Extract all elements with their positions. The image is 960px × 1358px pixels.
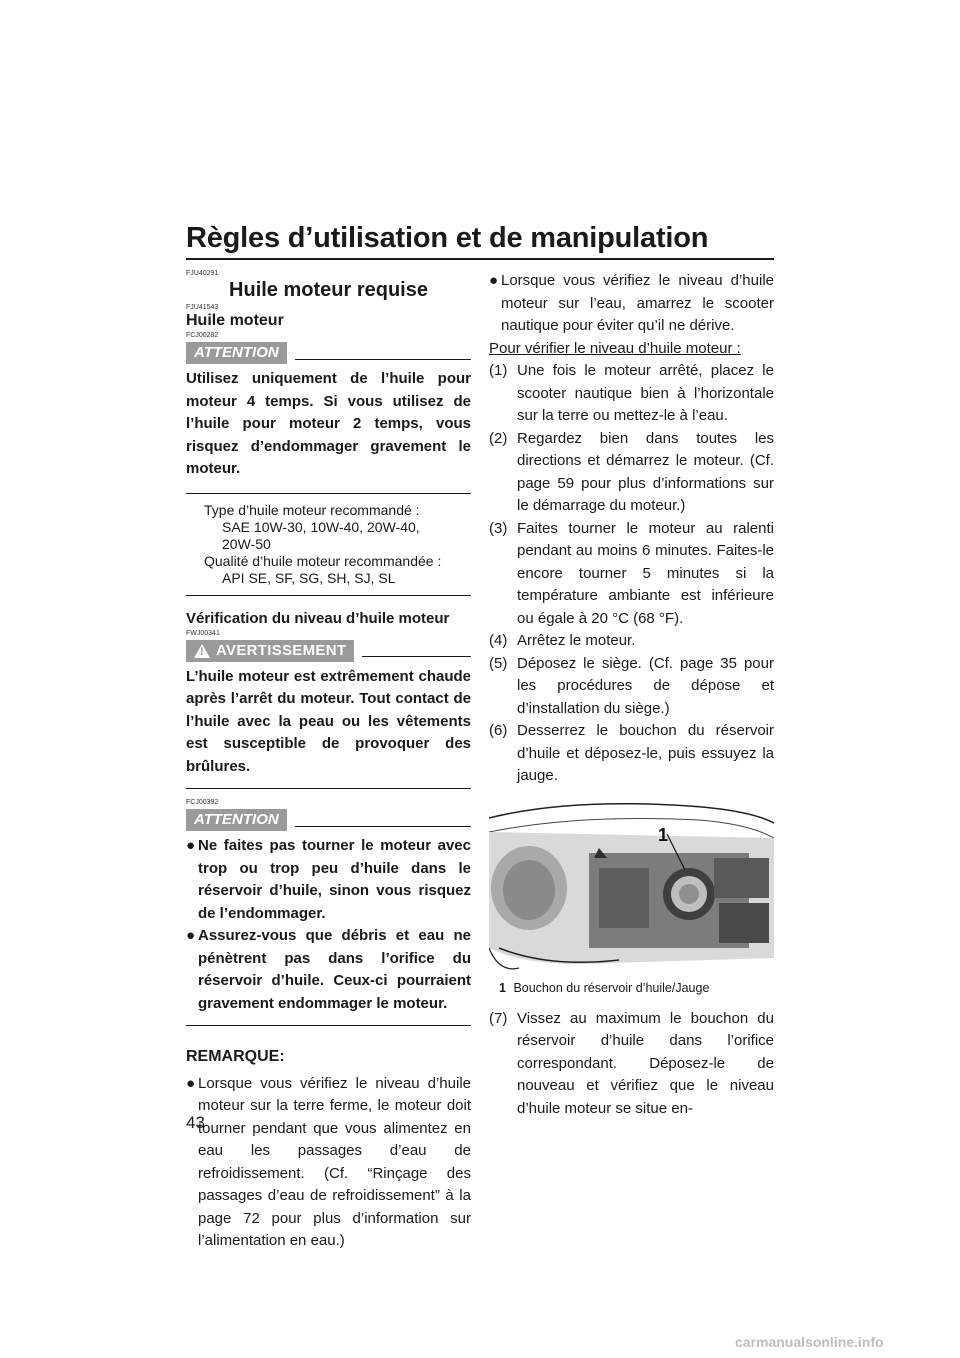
warning-end-rule: [186, 788, 471, 789]
engine-bay-illustration: [489, 798, 774, 978]
list-item: ● Lorsque vous vérifiez le niveau d’huile moteur sur l’eau, amarrez le scooter nautique pour éviter qu’il ne dérive.: [489, 270, 774, 338]
attention-end-rule-2: [186, 1025, 471, 1026]
oil-type-value: SAE 10W-30, 10W-40, 20W-40,: [222, 518, 420, 535]
attention-list: [186, 835, 471, 1015]
bullet-icon: ●: [186, 927, 196, 944]
warning-label-box: [186, 640, 354, 662]
right-column: [489, 270, 774, 1120]
procedure-step: (4) Arrêtez le moteur.: [489, 632, 636, 649]
reference-code: FCJ00392: [186, 799, 219, 806]
left-column: [186, 270, 471, 1253]
attention-rule: [295, 359, 471, 360]
procedure-step: (7) Vissez au maximum le bouchon du réservoir d’huile dans l’orifice correspondant. Déposez-le de nouveau et vérifiez que le niveau d’huile moteur se situe en-: [489, 1009, 774, 1117]
section-title: Huile moteur requise: [229, 279, 428, 301]
oil-spec-box: [186, 493, 471, 596]
list-item: ● Ne faites pas tourner le moteur avec trop ou trop peu d’huile dans le réservoir d’huile, sinon vous risquez de l’endommager.: [186, 835, 471, 925]
page-number: 43: [186, 1113, 205, 1132]
reference-code: FWJ00341: [186, 629, 220, 637]
attention-label: ATTENTION: [186, 342, 287, 364]
list-item: ● Lorsque vous vérifiez le niveau d’huile moteur sur la terre ferme, le moteur doit tourner pendant que vous alimentez en eau les passages d’eau de refroidissement. (Cf. “Rinçage des passages d’eau de refroidissement” à la page 72 pour plus d’information sur l’alimentation en eau.): [186, 1073, 471, 1253]
warning-rule: [362, 656, 471, 657]
attention-rule-2: [295, 826, 471, 827]
warning-label: AVERTISSEMENT: [216, 641, 347, 659]
oil-type-label: Type d’huile moteur recommandé :: [204, 501, 420, 518]
procedure-step: (3) Faites tourner le moteur au ralenti pendant au moins 6 minutes. Faites-le encore tourner 5 minutes si la température ambiante est inférieure ou égale à 20 °C (68 °F).: [489, 519, 774, 627]
reference-code: FJU40291: [186, 270, 219, 277]
attention-header-2: [186, 809, 471, 831]
list-item: ● Assurez-vous que débris et eau ne pénètrent pas dans l’orifice du réservoir d’huile. Ceux-ci pourraient gravement endommager le moteur.: [186, 925, 471, 1015]
bullet-icon: ●: [489, 272, 499, 289]
procedure-step: (1) Une fois le moteur arrêté, placez le scooter nautique bien à l’horizontale sur la terre ou mettez-le à l’eau.: [489, 362, 774, 424]
attention-header: [186, 342, 471, 364]
figure-caption: [499, 980, 774, 996]
remark-title: REMARQUE:: [186, 1048, 285, 1065]
reference-code: FJU41543: [186, 304, 219, 311]
page-header-title: Règles d’utilisation et de manipulation: [186, 222, 709, 254]
watermark-text: carmanualsonline.info: [735, 1334, 884, 1350]
procedure-step: (6) Desserrez le bouchon du réservoir d’huile et déposez-le, puis essuyez la jauge.: [489, 722, 774, 784]
warning-header: [186, 640, 471, 662]
bullet-icon: ●: [186, 1074, 196, 1092]
figure-callout-number: 1: [658, 824, 669, 845]
caption-number: 1: [499, 980, 506, 995]
attention-text: Utilisez uniquement de l’huile pour moteur 4 temps. Si vous utilisez de l’huile pour moteur 2 temps, vous risquez d’endommager gravement le moteur.: [186, 370, 471, 477]
procedure-step: (2) Regardez bien dans toutes les directions et démarrez le moteur. (Cf. page 59 pour plus d’informations sur le démarrage du moteur.): [489, 429, 774, 514]
caption-text: Bouchon du réservoir d’huile/Jauge: [513, 980, 710, 995]
engine-bay-figure: [489, 798, 774, 978]
check-title: Vérification du niveau d’huile moteur: [186, 609, 450, 627]
attention-label-2: ATTENTION: [186, 809, 287, 831]
oil-grade-label: Qualité d’huile moteur recommandée :: [204, 552, 442, 569]
warning-triangle-icon: !: [194, 644, 210, 658]
warning-text: L’huile moteur est extrêmement chaude après l’arrêt du moteur. Tout contact de l’huile avec la peau ou les vêtements est susceptible de provoquer des brûlures.: [186, 667, 471, 775]
header-rule: [186, 258, 774, 260]
oil-grade-value: API SE, SF, SG, SH, SJ, SL: [222, 569, 396, 586]
oil-type-value-2: 20W-50: [222, 535, 271, 552]
subsection-title: Huile moteur: [186, 312, 284, 329]
bullet-icon: ●: [186, 837, 196, 854]
reference-code: FCJ00282: [186, 332, 219, 339]
procedure-step: (5) Déposez le siège. (Cf. page 35 pour les procédures de dépose et d’installation du siège.): [489, 654, 774, 717]
procedure-title: Pour vérifier le niveau d’huile moteur :: [489, 339, 741, 357]
